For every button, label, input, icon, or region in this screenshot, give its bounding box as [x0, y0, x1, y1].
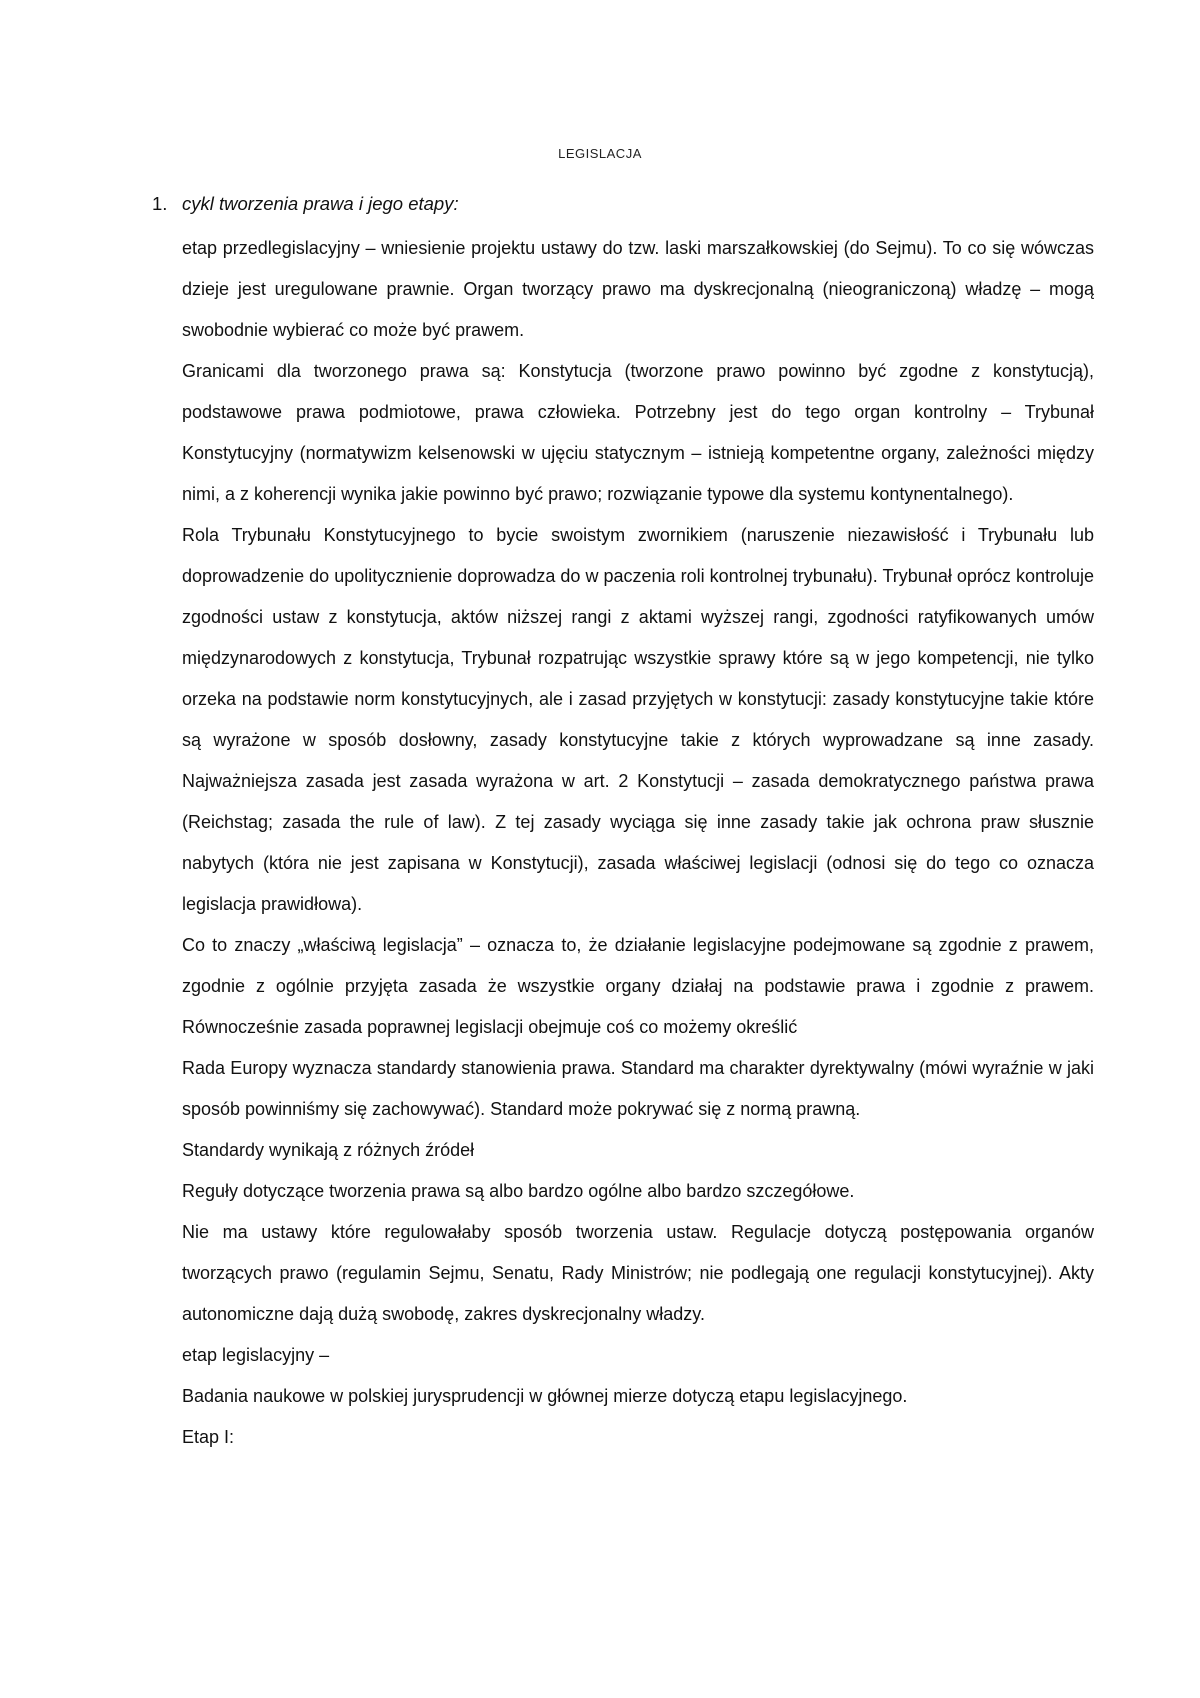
paragraph-lawmaking-rules: Reguły dotyczące tworzenia prawa są albo bardzo ogólne albo bardzo szczegółowe.: [182, 1181, 855, 1201]
section-heading: [152, 193, 459, 215]
section-number: 1.: [152, 193, 168, 214]
paragraph-council-of-europe-standards: Rada Europy wyznacza standardy stanowienia prawa. Standard ma charakter dyrektywalny (mówi wyraźnie w jaki sposób powinniśmy się zachowywać). Standard może pokrywać się z normą prawną.: [182, 1058, 1094, 1119]
paragraph-proper-legislation: Co to znaczy „właściwą legislacja” – oznacza to, że działanie legislacyjne podejmowane są zgodnie z prawem, zgodnie z ogólnie przyjęta zasada że wszystkie organy działaj na podstawie prawa i zgodnie z prawem. Równocześnie zasada poprawnej legislacji obejmuje coś co możemy określić: [182, 935, 1094, 1037]
paragraph-no-statute-on-lawmaking: Nie ma ustawy które regulowałaby sposób tworzenia ustaw. Regulacje dotyczą postępowania organów tworzących prawo (regulamin Sejmu, Senatu, Rady Ministrów; nie podlegają one regulacji konstytucyjnej). Akty autonomiczne dają dużą swobodę, zakres dyskrecjonalny władzy.: [182, 1222, 1094, 1324]
paragraph-legislative-stage: etap legislacyjny –: [182, 1345, 330, 1365]
paragraph-constitutional-tribunal-role: Rola Trybunału Konstytucyjnego to bycie swoistym zwornikiem (naruszenie niezawisłość i Trybunału lub doprowadzenie do upolitycznienie doprowadza do w paczenia roli kontrolnej trybunału). Trybunał oprócz kontroluje zgodności ustaw z konstytucja, aktów niższej rangi z aktami wyższej rangi, zgodności ratyfikowanych umów międzynarodowych z konstytucja, Trybunał rozpatrując wszystkie sprawy które są w jego kompetencji, nie tylko orzeka na podstawie norm konstytucyjnych, ale i zasad przyjętych w konstytucji: zasady konstytucyjne takie które są wyrażone w sposób dosłowny, zasady konstytucyjne takie z których wyprowadzane są inne zasady. Najważniejsza zasada jest zasada wyrażona w art. 2 Konstytucji – zasada demokratycznego państwa prawa (Reichstag; zasada the rule of law). Z tej zasady wyciąga się inne zasady takie jak ochrona praw słusznie nabytych (która nie jest zapisana w Konstytucji), zasada właściwej legislacji (odnosi się do tego co oznacza legislacja prawidłowa).: [182, 525, 1094, 914]
document-body: [182, 228, 1094, 1458]
section-heading-text: cykl tworzenia prawa i jego etapy:: [182, 193, 459, 214]
paragraph-research-focus: Badania naukowe w polskiej jurysprudencji w głównej mierze dotyczą etapu legislacyjnego.: [182, 1386, 908, 1406]
paragraph-stage-one: Etap I:: [182, 1427, 235, 1447]
document-title: LEGISLACJA: [558, 146, 642, 161]
paragraph-pre-legislative-stage: etap przedlegislacyjny – wniesienie projektu ustawy do tzw. laski marszałkowskiej (do Sejmu). To co się wówczas dzieje jest uregulowane prawnie. Organ tworzący prawo ma dyskrecjonalną (nieograniczoną) władzę – mogą swobodnie wybierać co może być prawem.: [182, 238, 1094, 340]
paragraph-sources-of-standards: Standardy wynikają z różnych źródeł: [182, 1140, 475, 1160]
paragraph-limits-of-law: Granicami dla tworzonego prawa są: Konstytucja (tworzone prawo powinno być zgodne z konstytucją), podstawowe prawa podmiotowe, prawa człowieka. Potrzebny jest do tego organ kontrolny – Trybunał Konstytucyjny (normatywizm kelsenowski w ujęciu statycznym – istnieją kompetentne organy, zależności między nimi, a z koherencji wynika jakie powinno być prawo; rozwiązanie typowe dla systemu kontynentalnego).: [182, 361, 1094, 504]
